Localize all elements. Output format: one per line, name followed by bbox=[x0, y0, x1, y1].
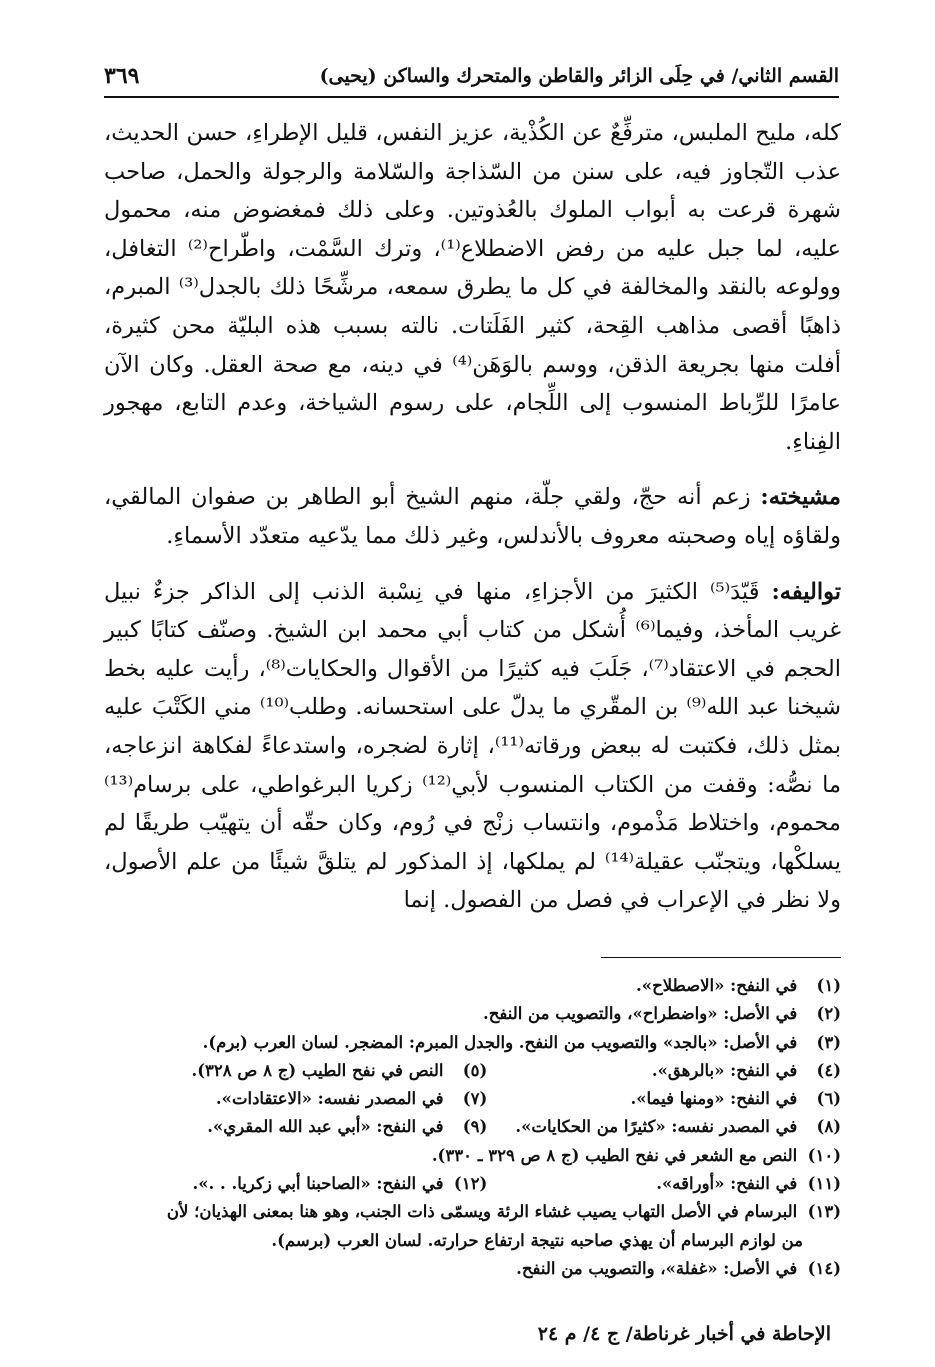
footnote-10 bbox=[104, 1142, 841, 1170]
footnote-2 bbox=[104, 1000, 841, 1028]
paragraph-tawalif bbox=[104, 573, 841, 920]
footnote-text: النص في نفح الطيب (ج ٨ ص ٣٢٨). bbox=[191, 1060, 444, 1080]
footnote-text: في النفح: «الصاحبنا أبي زكريا. . .». bbox=[192, 1174, 444, 1194]
footnote-9 bbox=[104, 1113, 487, 1141]
footnote-8 bbox=[487, 1113, 841, 1141]
footnote-5 bbox=[104, 1057, 487, 1085]
paragraph-text: قَيّدَ⁽⁵⁾ الكثيرَ من الأجزاءِ، منها في نِسْبة الذنب إلى الذاكر جزءٌ نبيل غريب المأخذ، وفيما⁽⁶⁾ أُشكل من كتاب أبي محمد ابن الشيخ. وصنّف كتابًا كبير الحجم في الاعتقاد⁽⁷⁾، جَلَبَ فيه كثيرًا من الأقوال والحكايات⁽⁸⁾، رأيت عليه بخط شيخنا عبد الله⁽⁹⁾ بن المقّري ما يدلّ على استحسانه. وطلب⁽¹⁰⁾ مني الكَتْبَ عليه بمثل ذلك، فكتبت له ببعض ورقاته⁽¹¹⁾، إثارة لضجره، واستدعاءً لفكاهة انزعاجه، ما نصُّه: وقفت من الكتاب المنسوب لأبي⁽¹²⁾ زكريا البرغواطي، على برسام⁽¹³⁾ محموم، واختلاط مَذْموم، وانتساب زنْج في رُوم، وكان حقّه أن يتهيّب طريقًا لم يسلكْها، ويتجنّب عقيلة⁽¹⁴⁾ لم يملكها، إذ المذكور لم يتلقَّ شيئًا من علم الأصول، ولا نظر في الإعراب في فصل من الفصول. إنما bbox=[104, 578, 842, 914]
footnote-text: من لوازم البرسام أن يهذي صاحبه نتيجة ارتفاع حرارته. لسان العرب (برسم). bbox=[271, 1230, 803, 1250]
main-text bbox=[104, 114, 841, 920]
footnote-row-11-12 bbox=[104, 1170, 841, 1198]
footnote-text: النص مع الشعر في نفح الطيب (ج ٨ ص ٣٢٩ ـ ٣٣٠). bbox=[431, 1145, 798, 1165]
footnote-number: (٣) bbox=[816, 1032, 841, 1052]
footnote-13 bbox=[104, 1198, 841, 1226]
footnote-row-6-7 bbox=[104, 1085, 841, 1113]
footnote-number: (١١) bbox=[807, 1174, 841, 1194]
footnote-number: (١٤) bbox=[807, 1258, 841, 1278]
footnote-text: في النفح: «أبي عبد الله المقري». bbox=[207, 1117, 444, 1137]
section-heading-mashyakha: مشيخته: bbox=[760, 484, 841, 511]
paragraph-biography bbox=[104, 114, 841, 461]
footnote-11 bbox=[487, 1170, 841, 1198]
footnote-text: في الأصل: «بالجد» والتصويب من النفح. والجدل المبرم: المضجر. لسان العرب (برم). bbox=[202, 1032, 798, 1052]
footnote-text: البرسام في الأصل التهاب يصيب غشاء الرئة ويسمّى ذات الجنب، وهو هنا بمعنى الهذيان؛ لأن bbox=[166, 1202, 798, 1222]
footnote-7 bbox=[104, 1085, 487, 1113]
footnote-number: (٩) bbox=[462, 1117, 488, 1137]
footnote-number: (٨) bbox=[816, 1117, 841, 1137]
section-heading-tawalif: تواليفه: bbox=[771, 578, 841, 605]
footnote-text: في النفح: «بالرهق». bbox=[651, 1060, 798, 1080]
footnote-number: (١٣) bbox=[807, 1202, 841, 1222]
footnote-14 bbox=[104, 1255, 841, 1283]
footnotes-divider bbox=[601, 957, 841, 958]
paragraph-text: زعم أنه حجّ، ولقي جلّة، منهم الشيخ أبو الطاهر بن صفوان المالقي، ولقاؤه إياه وصحبته معروف بالأندلس، وغير ذلك مما يدّعيه متعدّد الأسماءِ. bbox=[104, 484, 841, 549]
footnote-text: في المصدر نفسه: «كثيرًا من الحكايات». bbox=[515, 1117, 798, 1137]
footnote-row-8-9 bbox=[104, 1113, 841, 1141]
page-number: ٣٦٩ bbox=[104, 63, 140, 89]
footnote-number: (١٢) bbox=[453, 1174, 488, 1194]
footnotes bbox=[104, 972, 841, 1283]
page-footer: الإحاطة في أخبار غرناطة/ ج ٤/ م ٢٤ bbox=[537, 1323, 831, 1345]
footnote-row-4-5 bbox=[104, 1057, 841, 1085]
footnote-text: في النفح: «الاصطلاح». bbox=[636, 976, 798, 995]
footnote-text: في الأصل: «واضطراح»، والتصويب من النفح. bbox=[482, 1004, 798, 1024]
page-header bbox=[104, 56, 839, 98]
footnote-number: (٥) bbox=[462, 1060, 488, 1080]
footnote-number: (١) bbox=[816, 976, 841, 995]
footnote-text: في النفح: «ومنها فيما». bbox=[630, 1089, 798, 1109]
paragraph-mashyakha bbox=[104, 478, 841, 555]
footnote-1 bbox=[104, 972, 841, 1000]
footnote-12 bbox=[104, 1170, 487, 1198]
running-title: القسم الثاني/ في حِلَى الزائر والقاطن والمتحرك والساكن (يحيى) bbox=[319, 65, 839, 87]
footnote-number: (٧) bbox=[462, 1089, 488, 1109]
footnote-4 bbox=[487, 1057, 841, 1085]
footnote-text: في المصدر نفسه: «الاعتقادات». bbox=[215, 1089, 444, 1109]
footnote-number: (١٠) bbox=[807, 1145, 841, 1165]
footnote-number: (٤) bbox=[816, 1060, 841, 1080]
footnote-text: في النفح: «أوراقه». bbox=[656, 1174, 798, 1194]
footnote-number: (٦) bbox=[816, 1089, 841, 1109]
footnote-6 bbox=[487, 1085, 841, 1113]
footnote-3 bbox=[104, 1029, 841, 1057]
paragraph-text: كله، مليح الملبس، مترفِّعٌ عن الكُذْية، عزيز النفس، قليل الإطراءِ، حسن الحديث، عذب التّجاوز فيه، على سنن من السّذاجة والسّلامة والرجولة والحمل، صاحب شهرة قرعت به أبواب الملوك بالعُذوتين. وعلى ذلك فمغضوض منه، محمول عليه، لما جبل عليه من رفض الاضطلاع⁽¹⁾، وترك السَّمْت، واطّراح⁽²⁾ التغافل، وولوعه بالنقد والمخالفة في كل ما يطرق سمعه، مرشِّحًا ذلك بالجدل⁽³⁾ المبرم، ذاهبًا أقصى مذاهب القِحة، كثير الفَلَتات. نالته بسبب هذه البليّة محن كثيرة، أفلت منها بجريعة الذقن، ووسم بالوَهَن⁽⁴⁾ في دينه، مع صحة العقل. وكان الآن عامرًا للرِّباط المنسوب إلى اللِّجام، على رسوم الشياخة، وعدم التابع، مهجور الفِناءِ. bbox=[104, 120, 841, 455]
footnote-13-continuation bbox=[104, 1227, 841, 1255]
footnote-number: (٢) bbox=[816, 1004, 841, 1024]
footnote-text: في الأصل: «غفلة»، والتصويب من النفح. bbox=[516, 1258, 798, 1278]
